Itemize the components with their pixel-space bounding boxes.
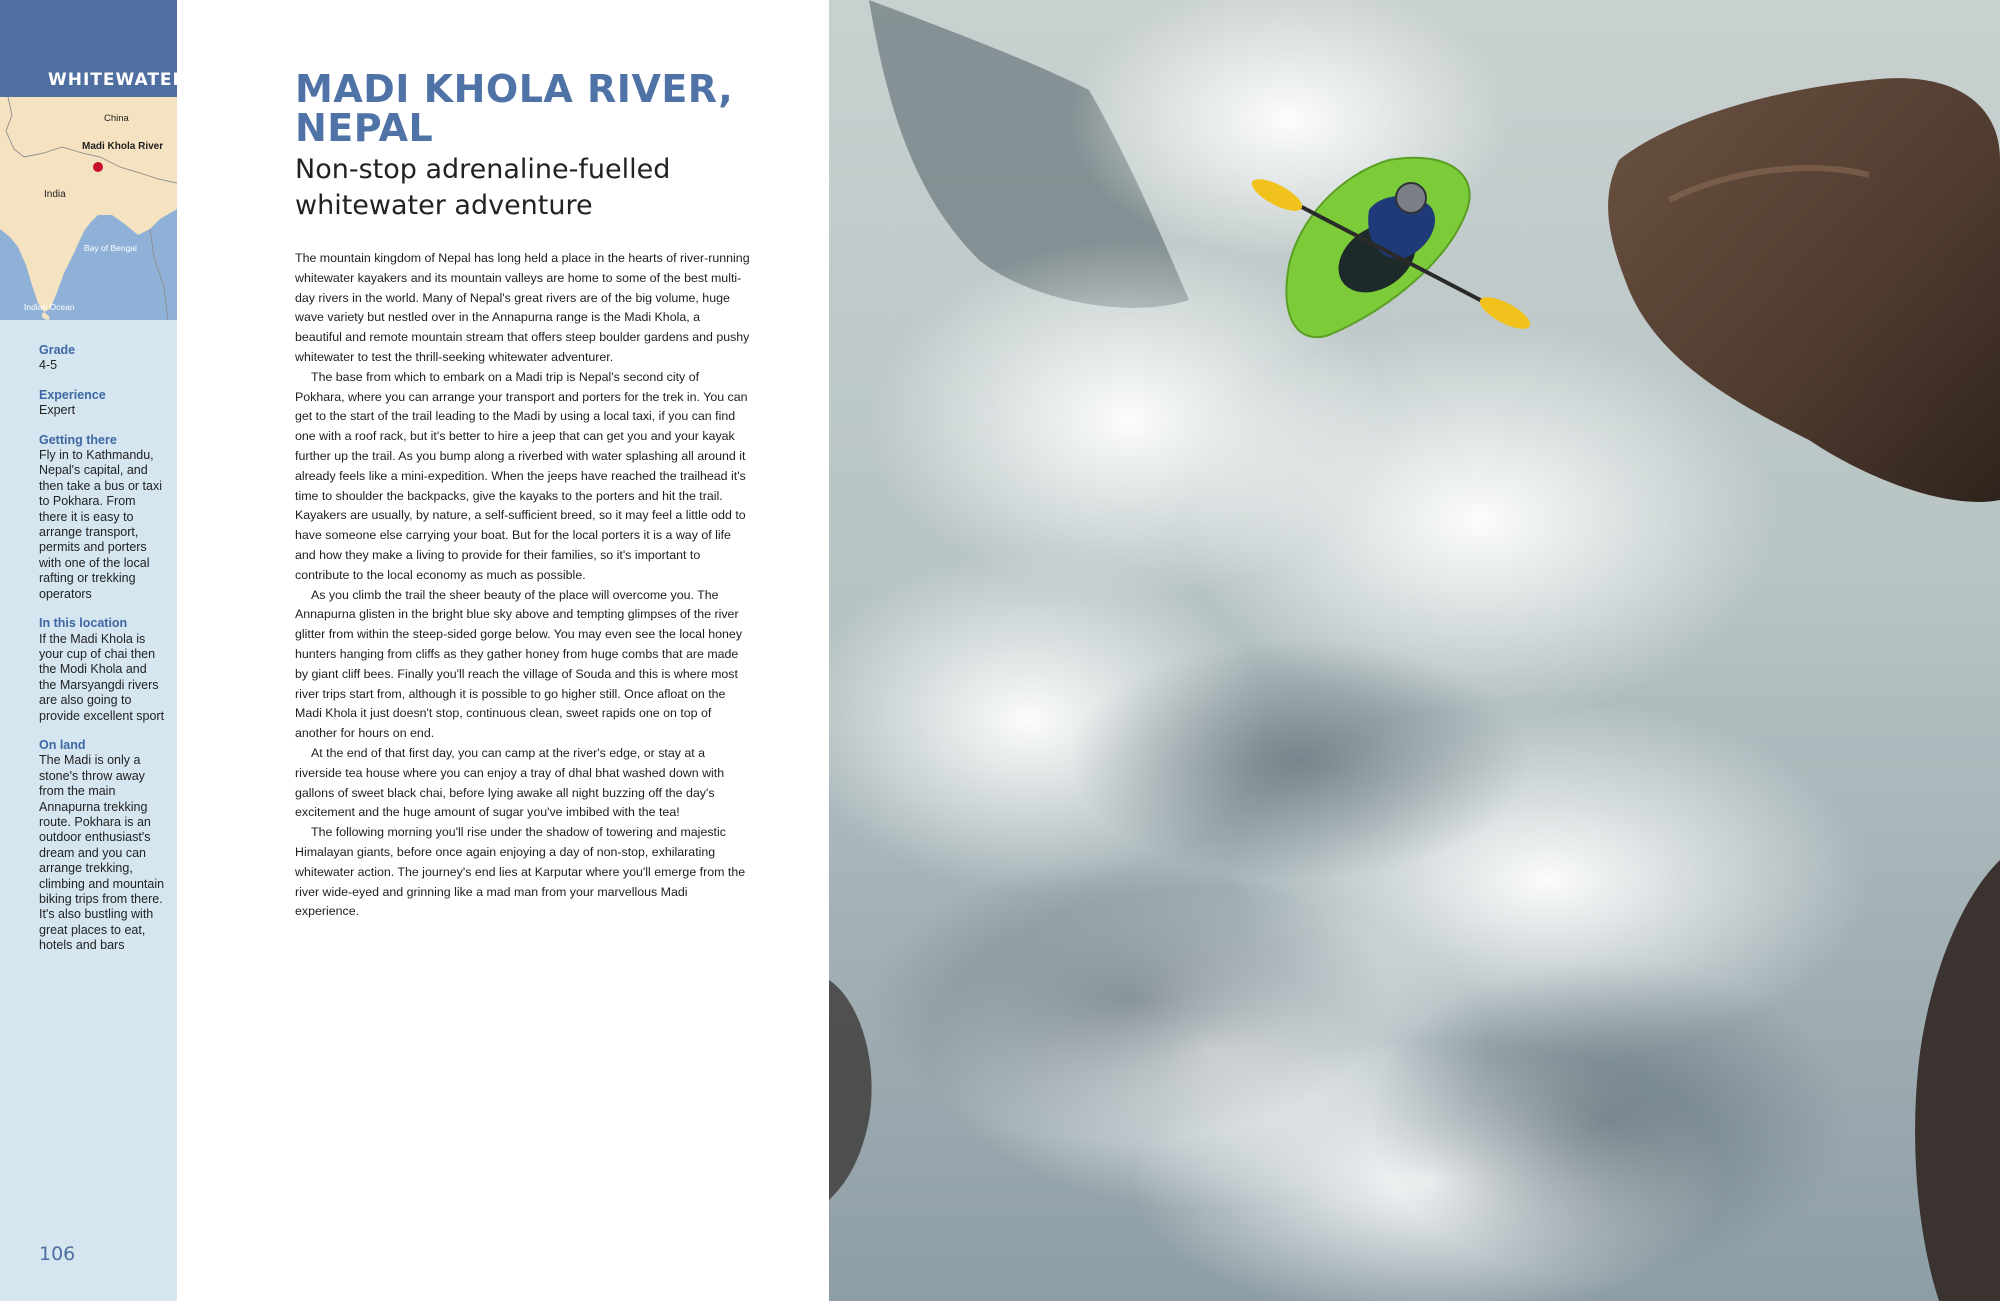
fact-text: Fly in to Kathmandu, Nepal's capital, and then take a bus or taxi to Pokhara. From there it is easy to arrange transport, permits and porters with one of the local rafting or trekking operators	[39, 448, 162, 601]
map-label-river: Madi Khola River	[82, 141, 164, 152]
kayaker-helmet	[1396, 183, 1426, 213]
fact-box	[39, 343, 167, 968]
fact-experience	[39, 388, 167, 419]
page-number: 106	[39, 1243, 76, 1265]
fact-grade	[39, 343, 167, 374]
subtitle-line-1: Non-stop adrenaline-fuelled	[295, 154, 671, 185]
kayak-photo-graphic	[829, 0, 2000, 1301]
fact-text: The Madi is only a stone's throw away from the main Annapurna trekking route. Pokhara is an outdoor enthusiast's dream and you can arrange trekking, climbing and mountain biking trips from there. It's also bustling with great places to eat, hotels and bars	[39, 753, 165, 953]
section-label: WHITEWATER	[48, 70, 187, 90]
paragraph: At the end of that first day, you can camp at the river's edge, or stay at a riverside tea house where you can enjoy a tray of dhal bhat washed down with gallons of sweet black chai, before lying awake all night buzzing off the day's excitement and the huge amount of sugar you've imbibed with the tea!	[295, 745, 725, 820]
map-label-ocean: Indian Ocean	[24, 302, 75, 312]
fact-heading: Getting there	[39, 432, 117, 447]
page-title	[295, 67, 734, 150]
fact-text: Expert	[39, 403, 76, 418]
water-shadow	[1069, 640, 1529, 880]
paragraph: The base from which to embark on a Madi trip is Nepal's second city of Pokhara, where you can arrange your transport and porters for the trek in. You can get to the start of the trail leading to the Madi by using a local taxi, if you can find one with a roof rack, but it's better to hire a jeep that can get you and your kayak further up the trail. As you bump along a riverbed with water splashing all around it already feels like a mini-expedition. When the jeeps have reached the trailhead it's time to shoulder the backpacks, give the kayaks to the porters and hit the trail. Kayakers are usually, by nature, a self-sufficient breed, so it may feel a little odd to have someone else carrying your boat. But for the local porters it is a way of life and how they make a living to provide for their families, so it's important to contribute to the local economy as much as possible.	[295, 369, 748, 582]
kayak-photo	[829, 0, 2000, 1301]
sidebar	[0, 0, 187, 1301]
paragraph: The mountain kingdom of Nepal has long held a place in the hearts of river-running whitewater kayakers and its mountain valleys are home to some of the best multi-day rivers in the world. Many of Nepal's great rivers are of the big volume, huge wave variety but nestled over in the Annapurna range is the Madi Khola, a beautiful and remote mountain stream that offers steep boulder gardens and pushy whitewater to test the thrill-seeking whitewater adventurer.	[295, 251, 750, 364]
article-body	[295, 249, 750, 922]
fact-on-land	[39, 738, 167, 954]
map-label-bay: Bay of Bengal	[84, 243, 137, 253]
map-label-india: India	[44, 189, 66, 200]
fact-heading: In this location	[39, 616, 128, 631]
river-location-marker	[93, 162, 103, 172]
fact-heading: Experience	[39, 387, 106, 402]
fact-getting-there	[39, 433, 167, 602]
section-tab	[0, 0, 187, 97]
locator-map	[0, 97, 177, 320]
map-label-china: China	[104, 113, 129, 124]
locator-map-graphic	[0, 97, 177, 320]
fact-heading: On land	[39, 737, 86, 752]
title-line-1: MADI KHOLA RIVER,	[295, 67, 734, 111]
fact-text: If the Madi Khola is your cup of chai then the Modi Khola and the Marsyangdi rivers are also going to provide excellent sport	[39, 631, 165, 723]
fact-in-this-location	[39, 616, 167, 724]
fact-text: 4-5	[39, 358, 58, 373]
title-line-2: NEPAL	[295, 106, 434, 150]
water-shadow	[1369, 960, 1849, 1280]
page-subtitle	[295, 152, 735, 224]
fact-heading: Grade	[39, 343, 76, 357]
subtitle-line-2: whitewater adventure	[295, 190, 593, 221]
paragraph: The following morning you'll rise under the shadow of towering and majestic Himalayan giants, before once again enjoying a day of non-stop, exhilarating whitewater action. The journey's end lies at Karputar where you'll emerge from the river wide-eyed and grinning like a mad man from your marvellous Madi experience.	[295, 825, 746, 919]
water-shadow	[869, 860, 1389, 1140]
paragraph: As you climb the trail the sheer beauty of the place will overcome you. The Annapurna glisten in the bright blue sky above and tempting glimpses of the river glitter from within the steep-sided gorge below. You may even see the local honey hunters hanging from cliffs as they gather honey from huge combs that are made by giant cliff bees. Finally you'll reach the village of Souda and this is where most river trips start from, although it is possible to go higher still. Once afloat on the Madi Khola it just doesn't stop, continuous clean, sweet rapids one on top of another for hours on end.	[295, 587, 743, 741]
